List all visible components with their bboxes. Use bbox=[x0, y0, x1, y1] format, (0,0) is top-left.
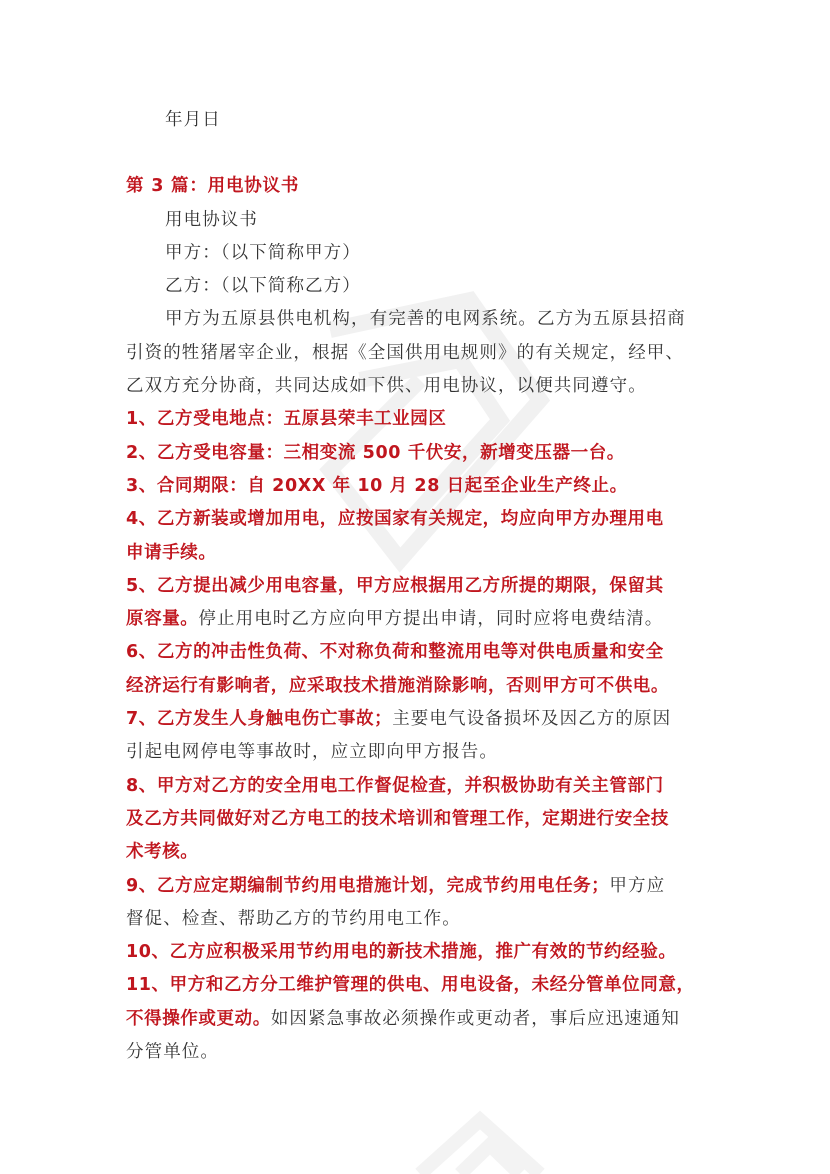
clause-text-emphasis: 3、合同期限：自 20XX 年 10 月 28 日起至企业生产终止。 bbox=[126, 475, 628, 496]
clause-5 bbox=[126, 570, 708, 637]
clause-text: 如因紧急事故必须操作或更动者，事后应迅速通知 bbox=[270, 1008, 681, 1029]
clause-text-emphasis: 9、乙方应定期编制节约用电措施计划，完成节约用电任务； bbox=[126, 875, 610, 896]
clause-text-emphasis: 不得操作或更动。 bbox=[126, 1008, 271, 1029]
agreement-title: 用电协议书 bbox=[165, 209, 258, 230]
clause-text-emphasis: 及乙方共同做好对乙方电工的技术培训和管理工作，定期进行安全技 bbox=[126, 808, 669, 829]
clause-text-emphasis: 4、乙方新装或增加用电，应按国家有关规定，均应向甲方办理用电 bbox=[126, 509, 664, 530]
clause-text-emphasis: 申请手续。 bbox=[126, 542, 217, 563]
clause-text-emphasis: 经济运行有影响者，应采取技术措施消除影响，否则甲方可不供电。 bbox=[126, 675, 669, 696]
clause-3 bbox=[126, 470, 708, 503]
clause-text-emphasis: 术考核。 bbox=[126, 842, 199, 863]
clause-text: 分管单位。 bbox=[126, 1042, 219, 1063]
clause-text-emphasis: 1、乙方受电地点：五原县荣丰工业园区 bbox=[126, 409, 447, 430]
clause-10 bbox=[126, 936, 708, 969]
clause-text-emphasis: 8、甲方对乙方的安全用电工作督促检查，并积极协助有关主管部门 bbox=[126, 775, 664, 796]
clause-text-emphasis: 6、乙方的冲击性负荷、不对称负荷和整流用电等对供电质量和安全 bbox=[126, 642, 664, 663]
clause-11 bbox=[126, 969, 708, 1069]
intro-paragraph bbox=[126, 303, 708, 403]
party-b-line: 乙方：（以下简称乙方） bbox=[165, 276, 361, 297]
clause-6 bbox=[126, 636, 708, 703]
clause-text-emphasis: 5、乙方提出减少用电容量，甲方应根据用乙方所提的期限，保留其 bbox=[126, 575, 664, 596]
clause-text: 主要电气设备损坏及因乙方的原因 bbox=[392, 709, 672, 730]
clause-text-emphasis: 原容量。 bbox=[126, 609, 199, 630]
clause-7 bbox=[126, 703, 708, 770]
intro-line: 引资的牲猪屠宰企业，根据《全国供用电规则》的有关规定，经甲、 bbox=[126, 342, 684, 363]
clause-2 bbox=[126, 437, 708, 470]
clause-text: 停止用电时乙方应向甲方提出申请，同时应将电费结清。 bbox=[198, 609, 664, 630]
intro-line: 乙双方充分协商，共同达成如下供、用电协议，以便共同遵守。 bbox=[126, 376, 647, 397]
clause-text-emphasis: 7、乙方发生人身触电伤亡事故； bbox=[126, 709, 393, 730]
date-line: 年月日 bbox=[165, 110, 221, 130]
party-a-line: 甲方：（以下简称甲方） bbox=[165, 242, 361, 263]
clause-text: 甲方应 bbox=[609, 875, 666, 896]
intro-line: 甲方为五原县供电机构，有完善的电网系统。乙方为五原县招商 bbox=[165, 309, 686, 330]
clause-text-emphasis: 2、乙方受电容量：三相变流 500 千伏安，新增变压器一台。 bbox=[126, 442, 625, 463]
clause-1 bbox=[126, 403, 708, 436]
clause-text-emphasis: 11、甲方和乙方分工维护管理的供电、用电设备，未经分管单位同意， bbox=[126, 975, 695, 996]
clause-4 bbox=[126, 503, 708, 570]
clause-8 bbox=[126, 770, 708, 870]
clause-text: 督促、检查、帮助乙方的节约用电工作。 bbox=[126, 908, 461, 929]
clause-text-emphasis: 10、乙方应积极采用节约用电的新技术措施，推广有效的节约经验。 bbox=[126, 942, 677, 963]
clause-9 bbox=[126, 870, 708, 937]
section-heading: 第 3 篇：用电协议书 bbox=[126, 176, 300, 197]
document-body bbox=[126, 104, 708, 1069]
clause-text: 引起电网停电等事故时，应立即向甲方报告。 bbox=[126, 742, 498, 763]
